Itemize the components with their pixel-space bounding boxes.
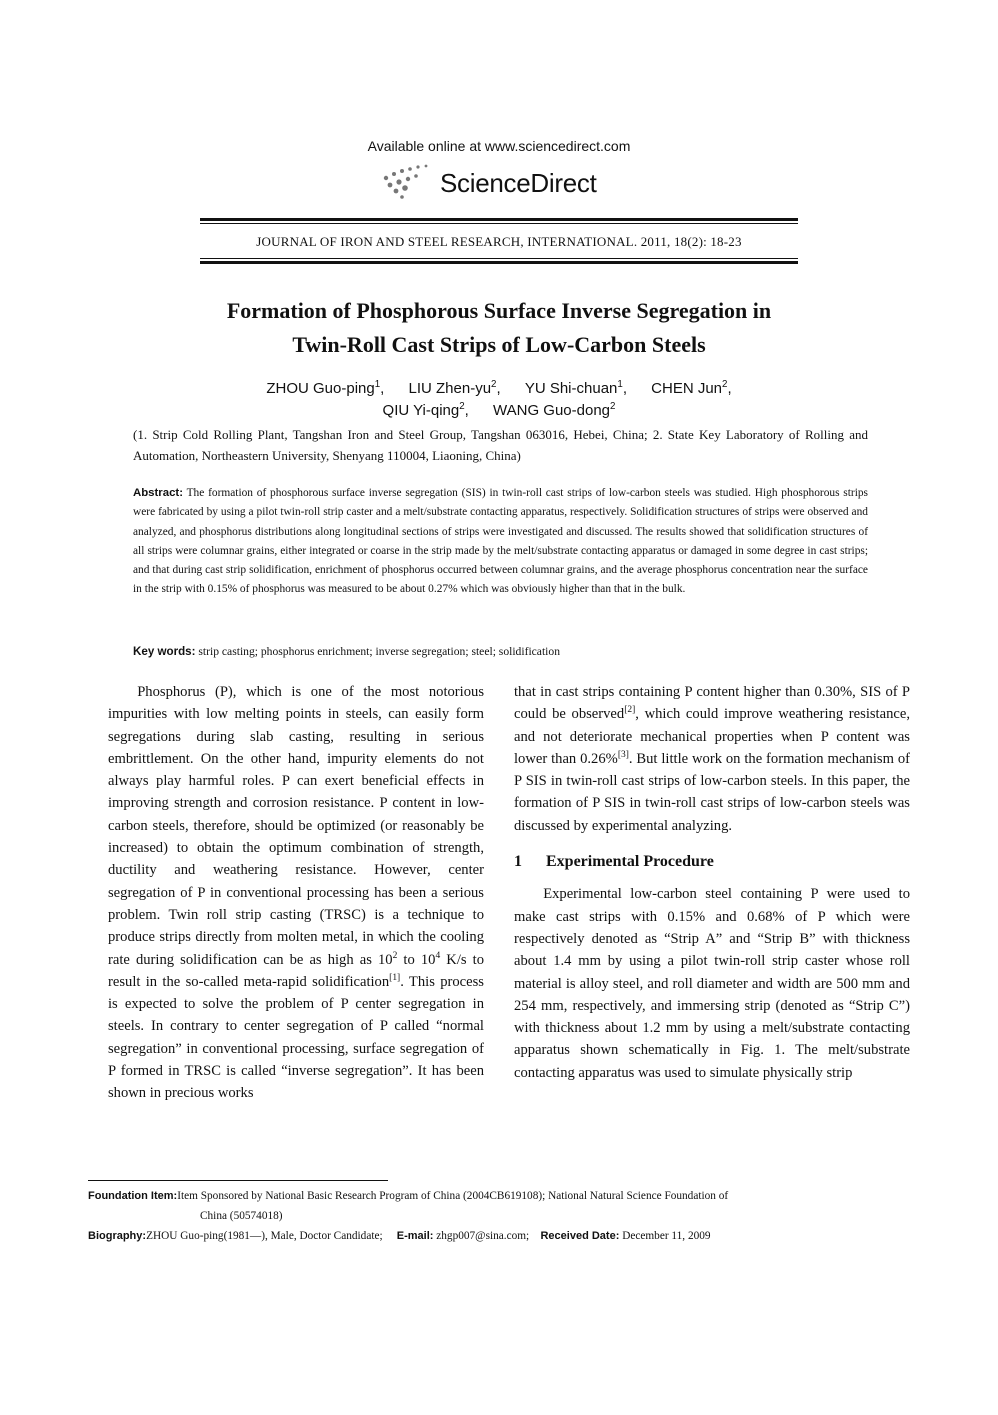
abstract-label: Abstract: bbox=[133, 487, 184, 499]
body-paragraph: Phosphorus (P), which is one of the most notorious impurities with low melting points in steels, can easily form segregations during slab casting, resulting in serious embrittlement. On the other hand, impurity elements do not always play harmful roles. P can exert beneficial effects in improving strength and corrosion resistance. P content in low-carbon steels, therefore, should be optimized (or reasonably be increased) to obtain the optimum combination of strength, ductility and weathering resistance. However, center segregation of P in conventional processing has been a serious problem. Twin roll strip casting (TRSC) is a technique to produce strips directly from molten metal, in which the cooling rate during solidification can be as high as $10^2$ to $10^4$ K/s to result in the so-called meta-rapid solidification[1]. This process is expected to solve the problem of P center segregation in steels. In contrary to center segregation of P called “normal segregation” in conventional processing, surface segregation of P formed in TRSC is called “inverse segregation”. It has been shown in precious works bbox=[108, 684, 485, 1102]
affiliations: (1. Strip Cold Rolling Plant, Tangshan Iron and Steel Group, Tangshan 063016, Hebei, China; 2. State Key Laboratory of Rolling and Automation, Northeastern University, Shenyang 110004, Liaoning, China) bbox=[133, 427, 868, 463]
header-rule-top-thin bbox=[200, 223, 798, 224]
keywords-text: strip casting; phosphorus enrichment; inverse segregation; steel; solidification bbox=[198, 645, 560, 658]
keywords-label: Key words: bbox=[133, 645, 196, 658]
foundation-item: Foundation Item:Item Sponsored by National Basic Research Program of China (2004CB619108); National Natural Science Foundation of bbox=[88, 1190, 729, 1202]
section-heading: 1 Experimental Procedure bbox=[514, 853, 714, 871]
biography: Biography:ZHOU Guo-ping(1981—), Male, Doctor Candidate; E-mail: zhgp007@sina.com; Received Date: December 11, 2009 bbox=[88, 1230, 711, 1242]
abstract bbox=[133, 484, 868, 600]
foundation-item-cont: China (50574018) bbox=[200, 1210, 283, 1222]
journal-citation: JOURNAL OF IRON AND STEEL RESEARCH, INTERNATIONAL. 2011, 18(2): 18-23 bbox=[256, 234, 742, 249]
sciencedirect-brand: ScienceDirect bbox=[440, 168, 597, 198]
body-column-left bbox=[108, 681, 484, 1105]
author: LIU Zhen-$yu^2$, bbox=[408, 379, 501, 397]
body-paragraph: Experimental low-carbon steel containing P were used to make cast strips with 0.15% and 0.68% of P which were respectively denoted as “Strip A” and “Strip B” with thickness about 1.4 mm by using a pilot twin-roll strip caster whose roll material is alloy steel, and roll diameter and width are 500 mm and 254 mm, respectively, and immersing strip (denoted as “Strip C”) with thickness about 1.2 mm by using a melt/substrate contacting apparatus shown schematically in Fig. 1. The melt/substrate contacting apparatus was used to simulate physically strip bbox=[514, 886, 910, 1081]
title-line-1: Formation of Phosphorous Surface Inverse Segregation in bbox=[226, 298, 772, 323]
header-rule-bottom-thin bbox=[200, 258, 798, 259]
author: WANG Guo-dong$^2$ bbox=[493, 401, 616, 419]
abstract-text: The formation of phosphorous surface inverse segregation (SIS) in twin-roll cast strips of low-carbon steels was studied. High phosphorous strips were fabricated by using a pilot twin-roll strip caster and a melt/substrate contacting apparatus, respectively. Solidification structures of strips were observed and analyzed, and phosphorus distributions along longitudinal sections of strips were investigated and discussed. The results showed that solidification structures of all strips were columnar grains, either integrated or coarse in the strip made by the melt/substrate contacting apparatus or damaged in some degree in cast strips; and that during cast strip solidification, enrichment of phosphorus occurred between columnar grains, and the average phosphorus concentration near the surface in the strip with 0.15% of phosphorus was measured to be about 0.27% which was obviously higher than that in the bulk. bbox=[133, 487, 868, 596]
available-online-text: Available online at www.sciencedirect.com bbox=[367, 138, 631, 154]
author: ZHOU Guo-ping$^1$, bbox=[266, 379, 385, 397]
author: CHEN Jun$^2$, bbox=[651, 379, 732, 397]
citation-ref: [3] bbox=[617, 750, 629, 761]
author-list bbox=[0, 378, 998, 422]
email-link[interactable]: zhgp007@sina.com; bbox=[436, 1230, 530, 1242]
citation-ref: [2] bbox=[624, 705, 636, 716]
header-rule-bottom bbox=[200, 261, 798, 264]
body-column-right bbox=[514, 681, 910, 1084]
author: QIU Yi-qing$^2$, bbox=[382, 401, 469, 419]
header-rule-top bbox=[200, 218, 798, 221]
footnotes bbox=[88, 1186, 908, 1246]
title-line-2: Twin-Roll Cast Strips of Low-Carbon Steels bbox=[292, 332, 706, 357]
keywords bbox=[133, 642, 868, 661]
footnote-rule bbox=[88, 1180, 388, 1181]
citation-ref: [1] bbox=[389, 973, 401, 983]
paper-title bbox=[0, 294, 998, 362]
body-paragraph: that in cast strips containing P content higher than 0.30%, SIS of P could be observed[2], which could improve weathering resistance, and not deteriorate mechanical properties when P content was lower than 0.26%[3]. But little work on the formation mechanism of P SIS in twin-roll cast strips of low-carbon steels. In this paper, the formation of P SIS in twin-roll cast strips of low-carbon steels was discussed by experimental analyzing. bbox=[514, 684, 910, 834]
author: YU Shi-chuan$^1$, bbox=[524, 379, 627, 397]
